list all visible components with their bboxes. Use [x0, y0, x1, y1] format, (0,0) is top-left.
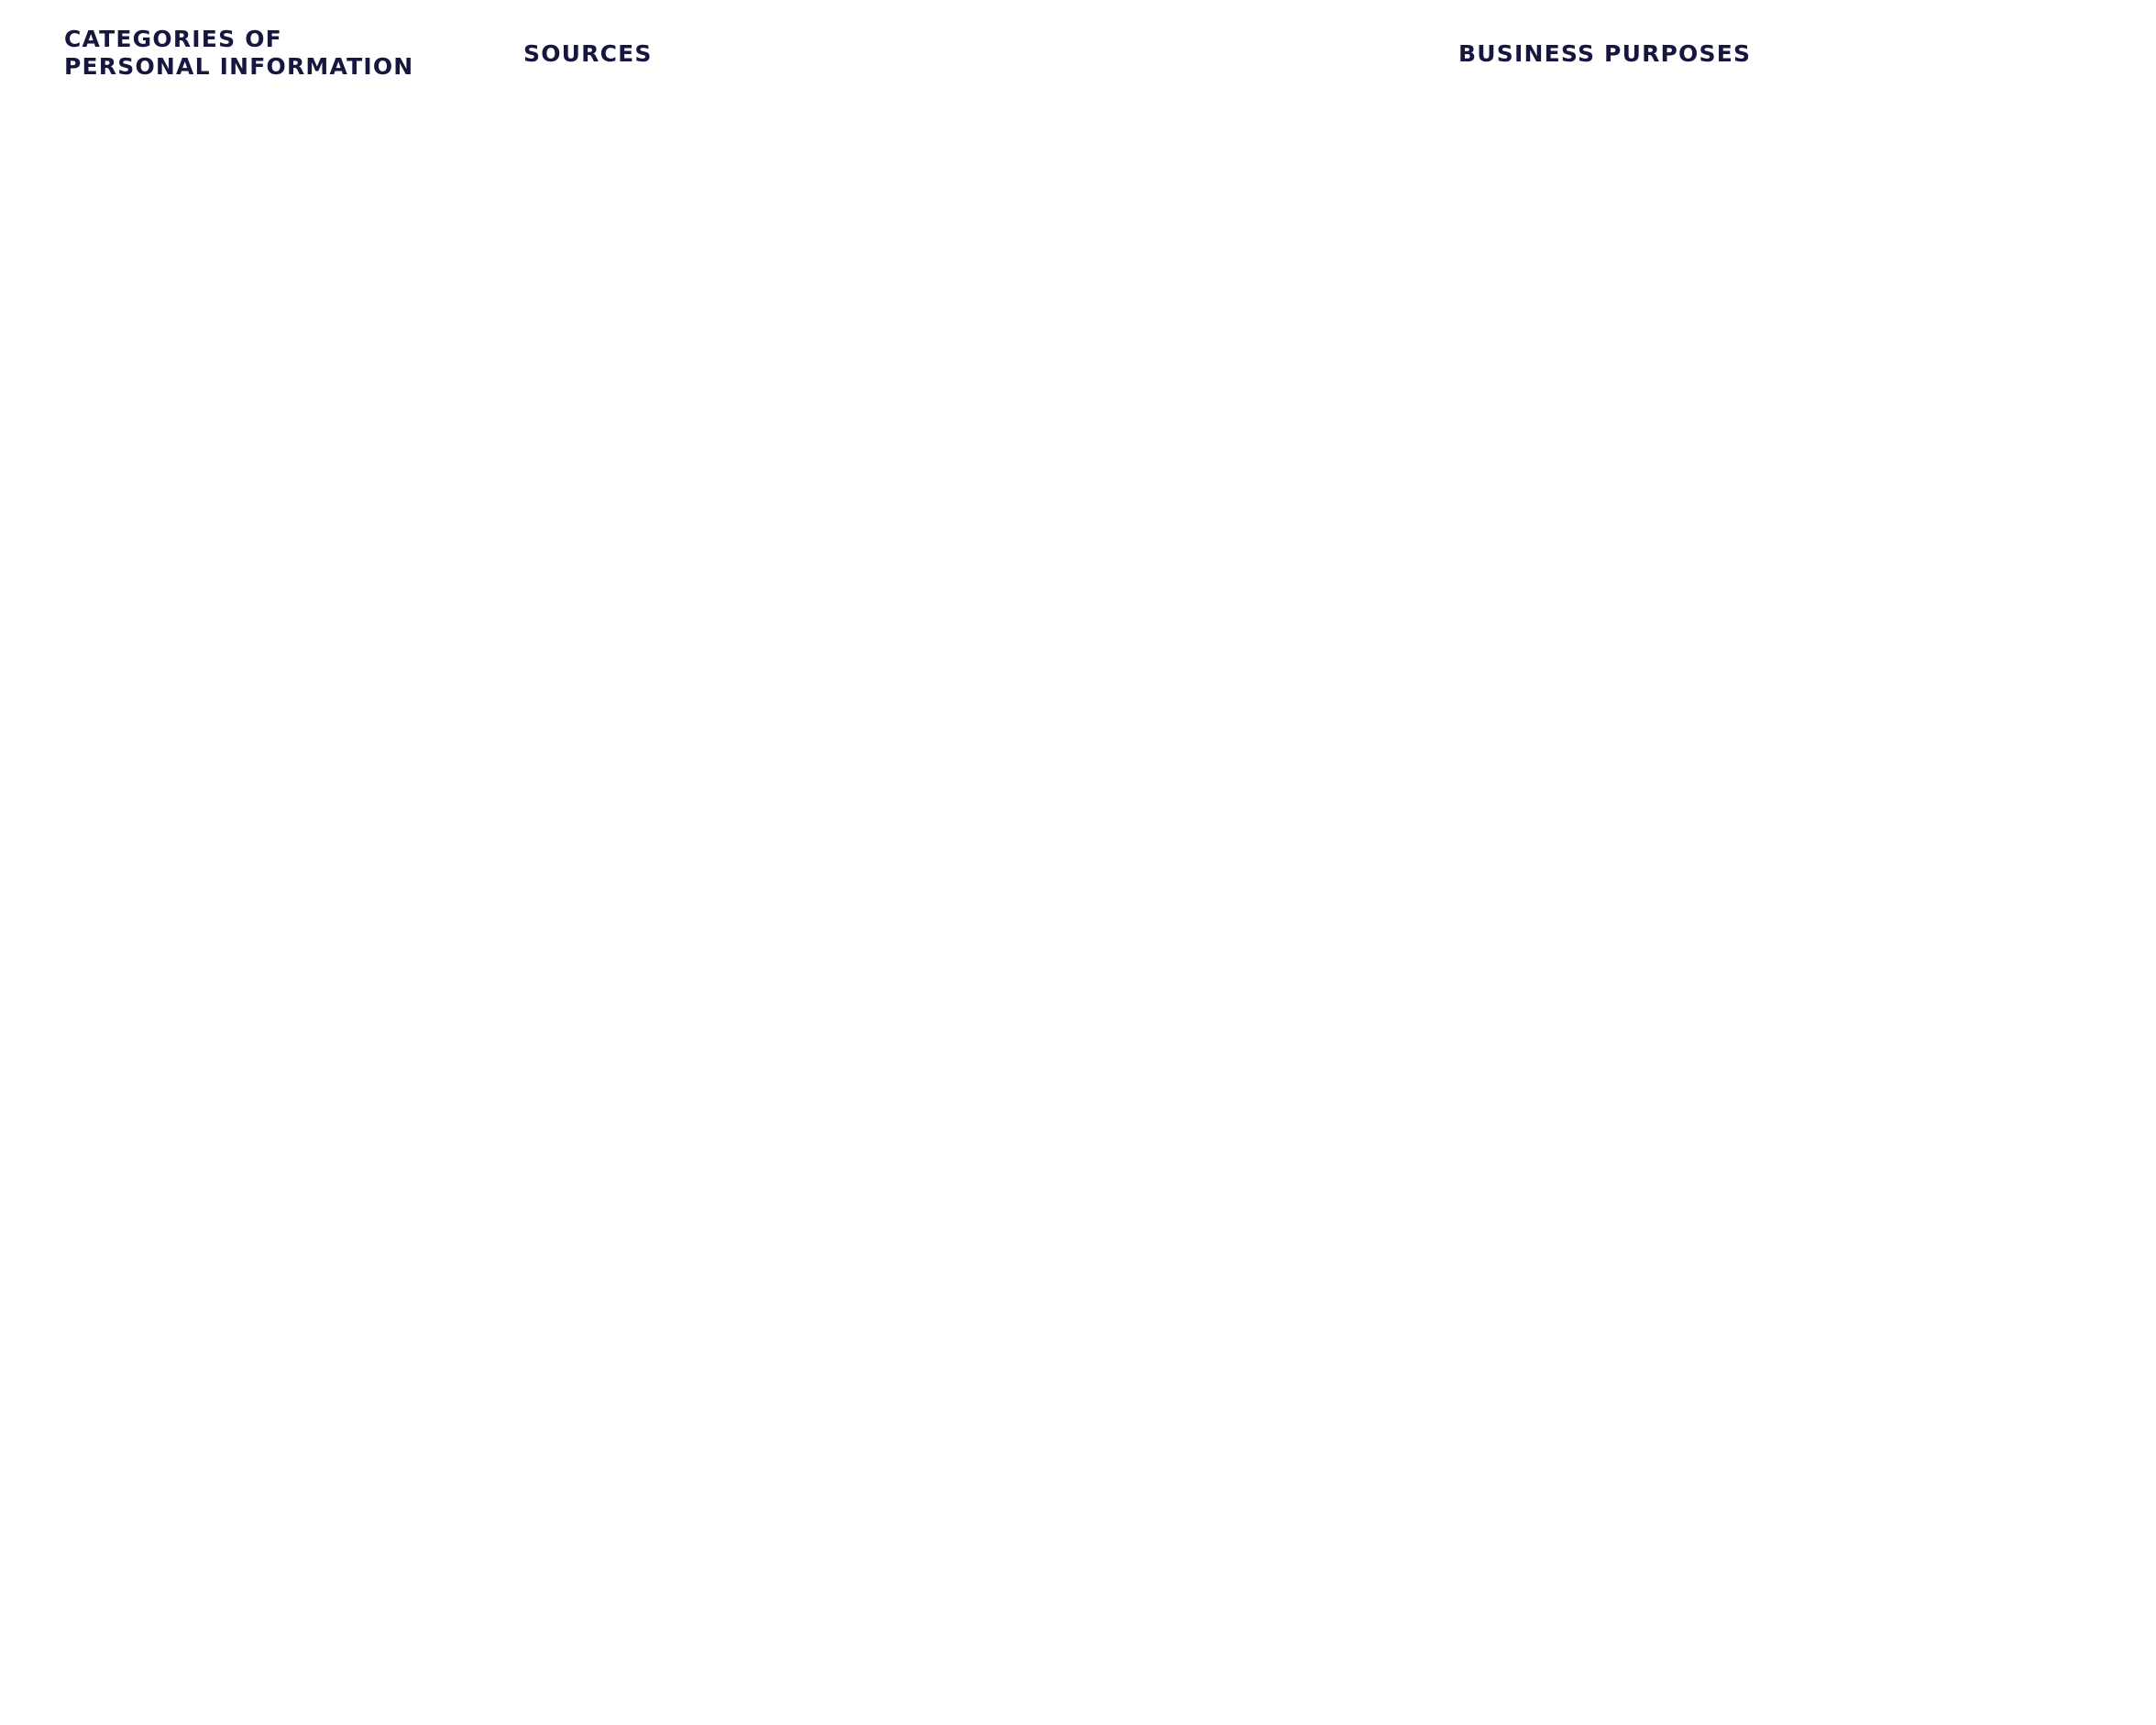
column-header-categories — [64, 26, 413, 81]
table-body — [0, 110, 2156, 1725]
column-header-sources: SOURCES — [523, 40, 653, 67]
column-header-business-purposes: BUSINESS PURPOSES — [1458, 40, 1752, 67]
column-header-categories-line2: PERSONAL INFORMATION — [64, 53, 414, 80]
table-header — [0, 0, 2156, 110]
column-header-categories-line1: CATEGORIES OF — [64, 26, 282, 52]
